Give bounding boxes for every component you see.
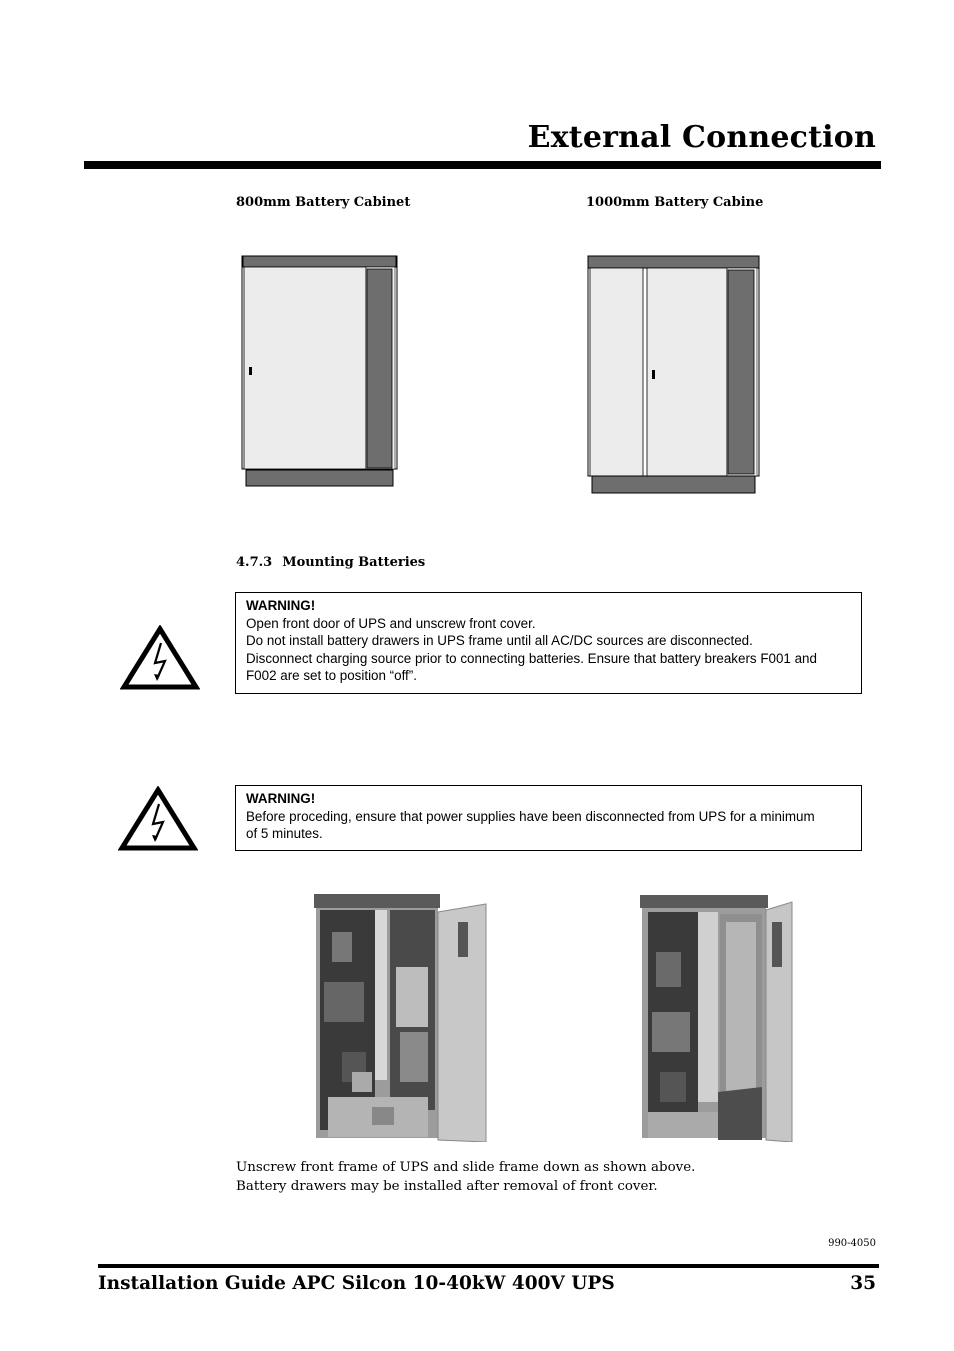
instruction-line-1: Unscrew front frame of UPS and slide frame down as shown above. <box>236 1160 696 1175</box>
warning-line: of 5 minutes. <box>246 826 323 841</box>
section-heading <box>236 555 425 570</box>
warning-box-1 <box>235 592 862 694</box>
warning-line: Do not install battery drawers in UPS frame until all AC/DC sources are disconnected. <box>246 633 753 648</box>
warning-line: Open front door of UPS and unscrew front cover. <box>246 615 536 631</box>
footer-rule <box>98 1264 879 1268</box>
warning-line: F002 are set to position “off”. <box>246 668 417 683</box>
high-voltage-warning-icon <box>120 625 200 691</box>
cabinet-800-drawing <box>236 250 401 490</box>
warning-title: WARNING! <box>246 598 316 613</box>
ups-frame-slid-photo <box>638 892 793 1142</box>
document-number: 990-4050 <box>828 1238 876 1249</box>
section-number: 4.7.3 <box>236 555 273 570</box>
warning-title: WARNING! <box>246 791 316 806</box>
page-title: External Connection <box>527 120 876 155</box>
header-rule <box>84 161 881 169</box>
section-title: Mounting Batteries <box>282 555 426 570</box>
warning-line: Before proceding, ensure that power supplies have been disconnected from UPS for a minimum <box>246 808 815 824</box>
ups-open-frame-photo <box>312 892 487 1142</box>
cabinet-800-caption: 800mm Battery Cabinet <box>236 195 411 210</box>
footer-guide-title: Installation Guide APC Silcon 10-40kW 400V UPS <box>98 1273 615 1294</box>
cabinet-1000-caption: 1000mm Battery Cabine <box>586 195 764 210</box>
warning-box-2 <box>235 785 862 851</box>
page-number: 35 <box>850 1273 876 1294</box>
high-voltage-warning-icon <box>118 786 198 852</box>
instruction-line-2: Battery drawers may be installed after removal of front cover. <box>236 1179 658 1194</box>
warning-line: Disconnect charging source prior to connecting batteries. Ensure that battery breakers F001 and <box>246 650 817 666</box>
cabinet-1000-drawing <box>584 252 762 498</box>
